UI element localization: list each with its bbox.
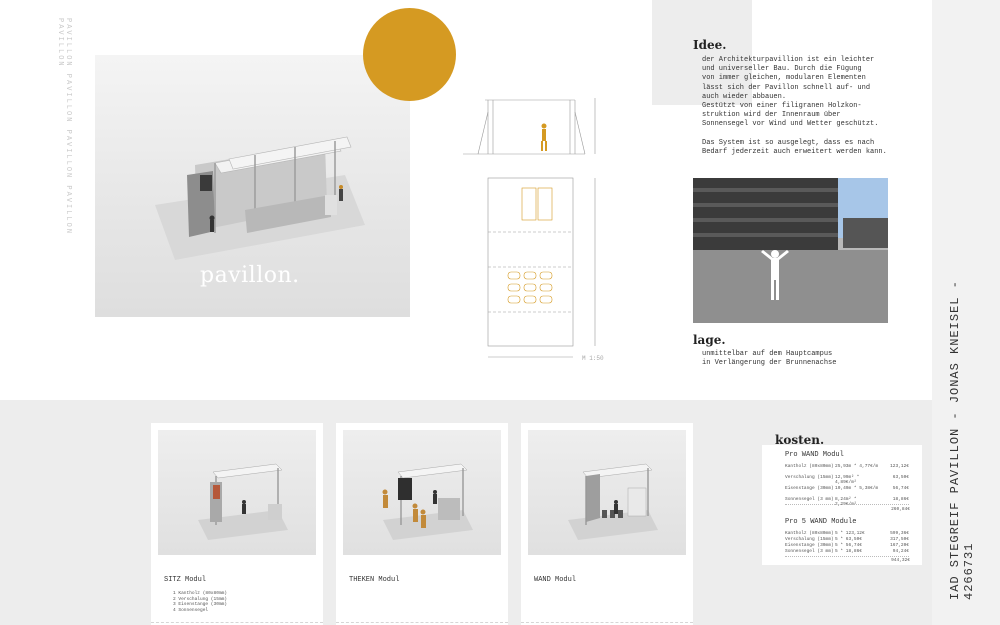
cost-row xyxy=(785,497,909,507)
cost-item: Eisenstange (30mm) xyxy=(785,543,834,548)
cost-total: 260,84€ xyxy=(891,507,910,512)
cost-item: Eisenstange (30mm) xyxy=(785,486,834,491)
cost-sum: 317,50€ xyxy=(890,537,909,542)
cost-calc: 8,24m² * 2,29€/m² xyxy=(835,497,857,507)
module-card-sitz xyxy=(151,423,323,625)
cost-sum: 94,24€ xyxy=(892,549,909,554)
cost-item: Verschalung (15mm) xyxy=(785,475,834,480)
module-label: SITZ Modul xyxy=(164,576,207,584)
cost-sum: 599,36€ xyxy=(890,531,909,536)
module-parts-list: 1 Kantholz (80x80mm) 2 Verschalung (15mm) 3 Eisenstange (30mm) 4 Sonnensegel xyxy=(173,591,228,613)
cost-calc: 12,99m² * 4,89€/m² xyxy=(835,475,860,485)
cost-group-heading: Pro 5 WAND Module xyxy=(785,518,857,526)
module-render xyxy=(528,430,686,555)
location-title: lage. xyxy=(693,333,726,347)
module-render xyxy=(158,430,316,555)
cost-group-heading: Pro WAND Modul xyxy=(785,451,844,459)
cost-item: Sonnensegel (3 mm) xyxy=(785,549,834,554)
cost-sum: 167,20€ xyxy=(890,543,909,548)
cost-divider xyxy=(785,504,909,505)
cost-calc: 25,93m * 4,77€/m xyxy=(835,464,879,469)
module-card-wand xyxy=(521,423,693,625)
module-card-theken xyxy=(336,423,508,625)
cost-row xyxy=(785,464,909,469)
cost-row xyxy=(785,475,909,485)
section-and-plan-drawing xyxy=(460,92,620,372)
cost-divider xyxy=(785,556,909,557)
card-rule xyxy=(521,622,693,623)
location-photo xyxy=(693,178,888,323)
cost-item: Sonnensegel (3 mm) xyxy=(785,497,834,502)
module-label: WAND Modul xyxy=(534,576,577,584)
cost-row xyxy=(785,543,909,548)
accent-circle xyxy=(363,8,456,101)
card-rule xyxy=(336,622,508,623)
cost-sum: 18,86€ xyxy=(892,497,909,502)
cost-total: 944,32€ xyxy=(891,558,910,563)
hero-title: pavillon. xyxy=(200,263,300,288)
cost-calc: 10,49m * 5,38€/m xyxy=(835,486,879,491)
side-credit: IAD STEGREIF PAVILLON - JONAS KNEISEL - 4266731 xyxy=(948,280,976,600)
card-rule xyxy=(151,622,323,623)
cost-row xyxy=(785,549,909,554)
cost-row xyxy=(785,537,909,542)
cost-sum: 56,74€ xyxy=(892,486,909,491)
cost-row xyxy=(785,486,909,491)
wand-module-illustration xyxy=(528,430,686,555)
cost-item: Kantholz (80x80mm) xyxy=(785,464,834,469)
module-render xyxy=(343,430,501,555)
costs-title: kosten. xyxy=(775,433,825,447)
cost-calc: 5 * 18,86€ xyxy=(835,549,863,554)
cost-item: Kantholz (80x80mm) xyxy=(785,531,834,536)
theken-module-illustration xyxy=(343,430,501,555)
technical-drawing-illustration xyxy=(460,92,620,372)
location-text: unmittelbar auf dem Hauptcampus in Verlängerung der Brunnenachse xyxy=(702,350,837,368)
cost-row xyxy=(785,531,909,536)
side-repeat-text: PAVILLON PAVILLON PAVILLON PAVILLON PAVILLON xyxy=(56,18,72,236)
cost-calc: 5 * 56,74€ xyxy=(835,543,863,548)
cost-sum: 123,12€ xyxy=(890,464,909,469)
location-photo-illustration xyxy=(693,178,888,323)
idea-title: Idee. xyxy=(693,38,727,52)
cost-calc: 5 * 63,50€ xyxy=(835,537,863,542)
cost-calc: 5 * 123,12€ xyxy=(835,531,865,536)
idea-text: der Architekturpavillion ist ein leichter und universeller Bau. Durch die Fügung von immer gleichen, modularen Elementen lässt sich der Pavillon schnell auf- und auch wieder abbauen. Gestützt von einer filigranen Holzkon- struktion wird der Innenraum über Sonnensegel vor Wind und Wetter geschützt. Das System ist so ausgelegt, dass es nach Bedarf jederzeit auch erweitert werden kann. xyxy=(702,56,887,157)
cost-item: Verschalung (15mm) xyxy=(785,537,834,542)
cost-sum: 63,50€ xyxy=(892,475,909,480)
sitz-module-illustration xyxy=(158,430,316,555)
drawing-scale: M 1:50 xyxy=(582,355,604,362)
module-label: THEKEN Modul xyxy=(349,576,400,584)
